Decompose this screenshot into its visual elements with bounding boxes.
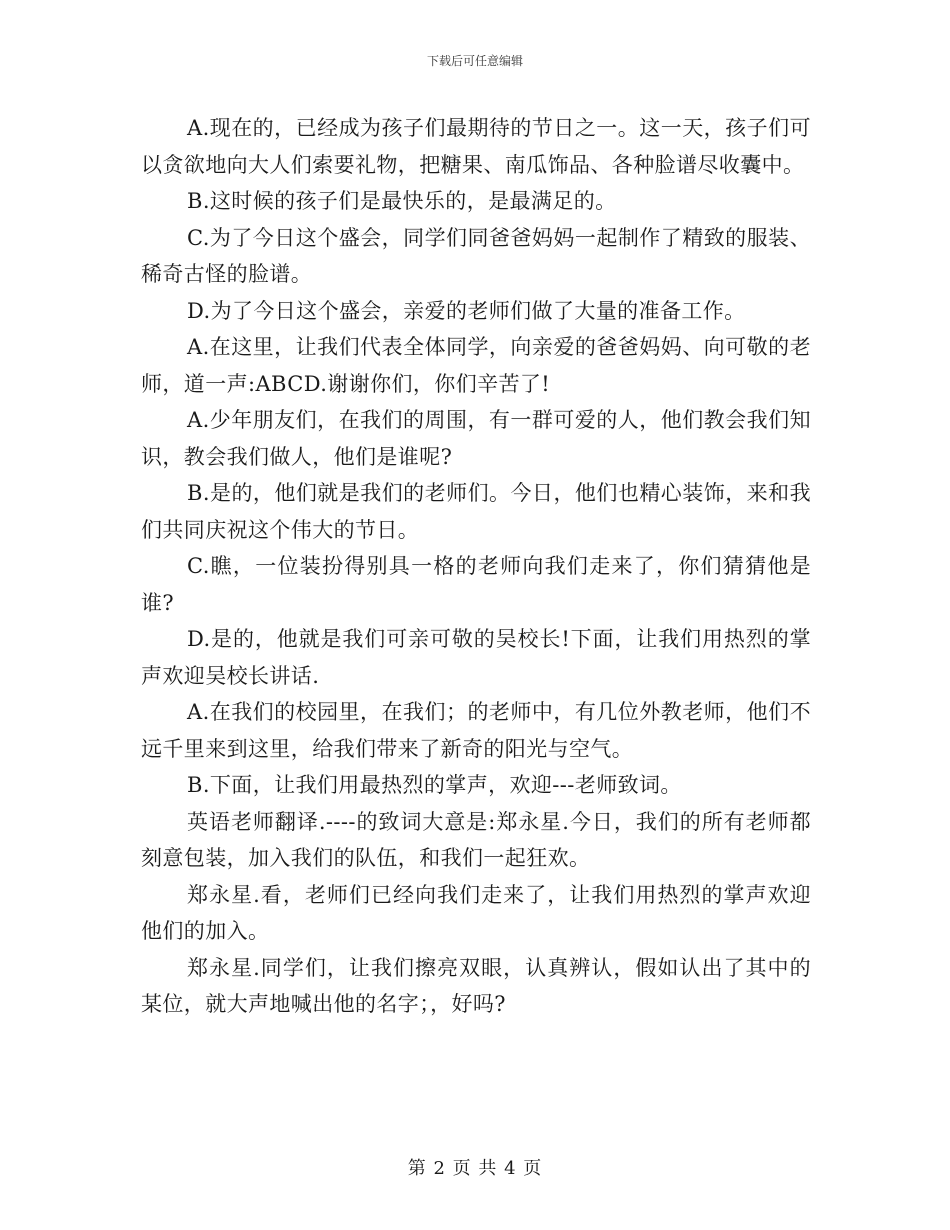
paragraph: A.现在的，已经成为孩子们最期待的节日之一。这一天，孩子们可以贪欲地向大人们索要礼物，把糖果、南瓜饰品、各种脸谱尽收囊中。 <box>141 116 811 177</box>
page-header-note: 下载后可任意编辑 <box>426 54 523 68</box>
page-number-footer: 第 2 页 共 4 页 <box>407 1158 543 1179</box>
paragraph: D.是的，他就是我们可亲可敬的吴校长!下面，让我们用热烈的掌声欢迎吴校长讲话. <box>141 627 811 688</box>
paragraph: 郑永星.同学们，让我们擦亮双眼，认真辨认，假如认出了其中的某位，就大声地喊出他的名字；，好吗? <box>141 955 811 1016</box>
paragraph: A.少年朋友们，在我们的周围，有一群可爱的人，他们教会我们知识，教会我们做人，他们是谁呢? <box>141 408 811 469</box>
paragraph: A.在这里，让我们代表全体同学，向亲爱的爸爸妈妈、向可敬的老师，道一声:ABCD.谢谢你们，你们辛苦了! <box>141 335 811 396</box>
paragraph: 郑永星.看，老师们已经向我们走来了，让我们用热烈的掌声欢迎他们的加入。 <box>141 882 811 943</box>
paragraph: 英语老师翻译.----的致词大意是:郑永星.今日，我们的所有老师都刻意包装，加入我们的队伍，和我们一起狂欢。 <box>141 809 811 870</box>
paragraph: A.在我们的校园里，在我们；的老师中，有几位外教老师，他们不远千里来到这里，给我们带来了新奇的阳光与空气。 <box>141 700 811 761</box>
paragraph: B.是的，他们就是我们的老师们。今日，他们也精心装饰，来和我们共同庆祝这个伟大的节日。 <box>141 481 811 542</box>
paragraph: C.瞧，一位装扮得别具一格的老师向我们走来了，你们猜猜他是谁? <box>141 554 811 615</box>
document-body <box>141 110 811 1023</box>
paragraph: C.为了今日这个盛会，同学们同爸爸妈妈一起制作了精致的服装、稀奇古怪的脸谱。 <box>141 225 811 286</box>
paragraph: D.为了今日这个盛会，亲爱的老师们做了大量的准备工作。 <box>187 298 746 323</box>
paragraph: B.这时候的孩子们是最快乐的，是最满足的。 <box>187 189 617 213</box>
paragraph: B.下面，让我们用最热烈的掌声，欢迎---老师致词。 <box>187 773 682 797</box>
